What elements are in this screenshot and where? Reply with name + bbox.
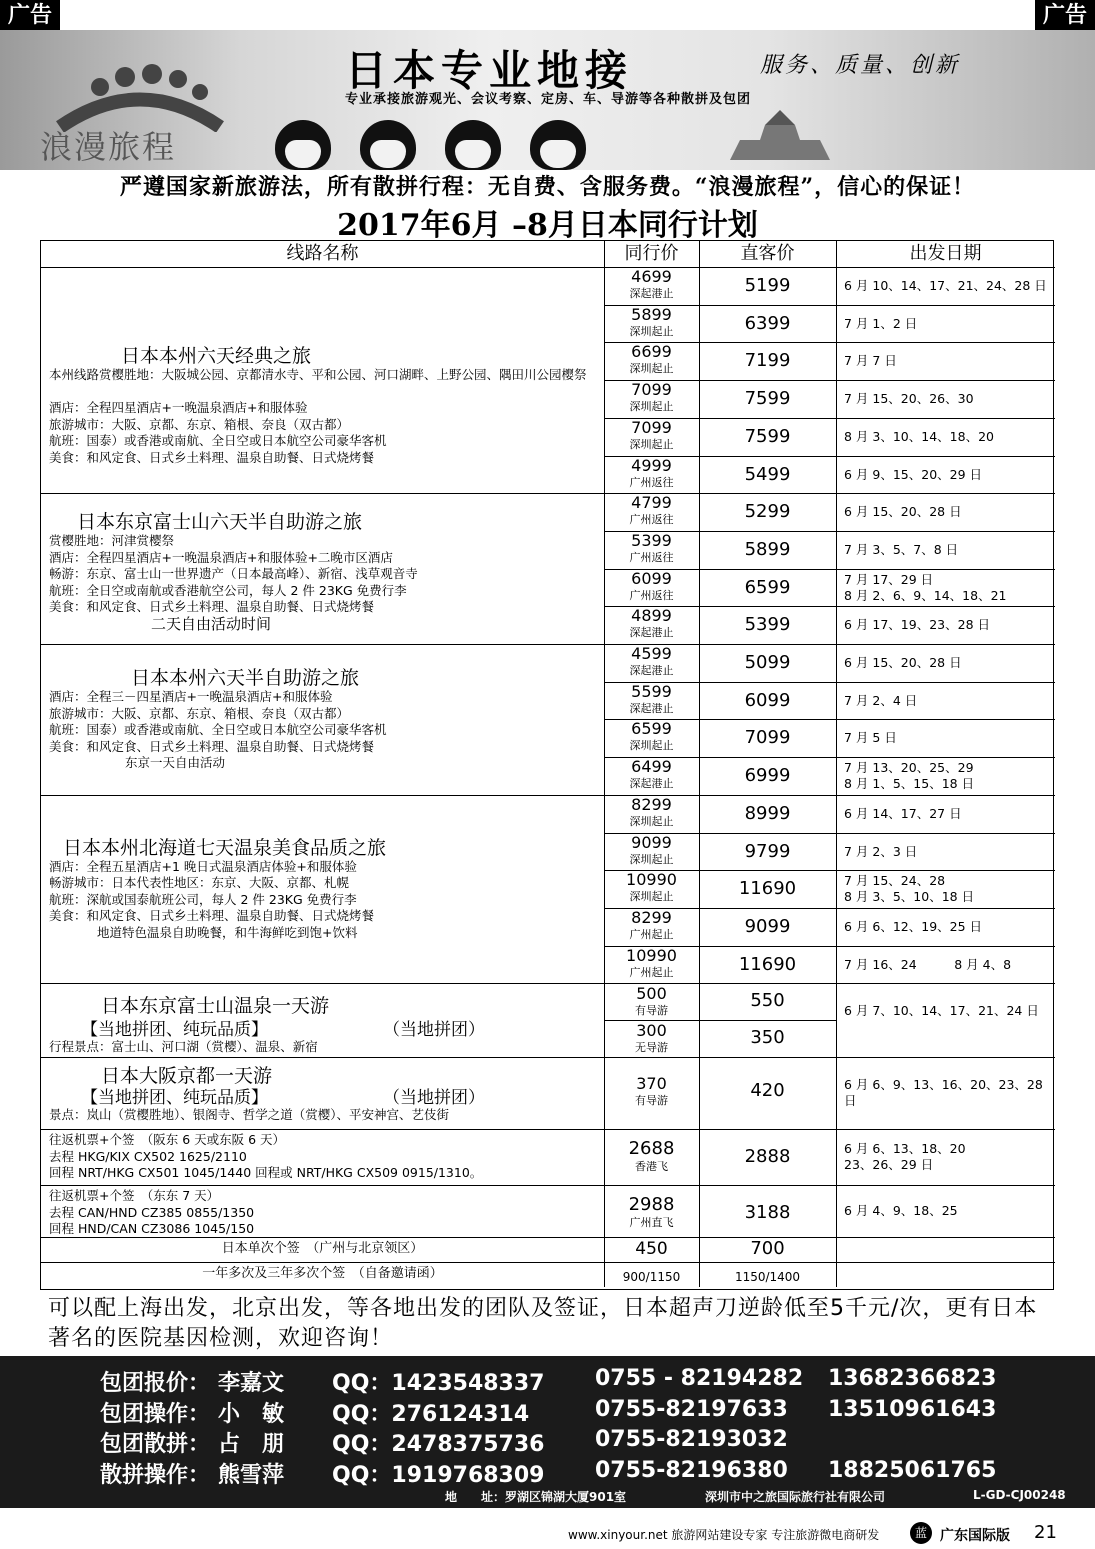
departure-dates: 8 月 1、5、15、18 日 [844, 776, 975, 792]
route-title: 日本本州六天经典之旅 [121, 345, 312, 367]
direct-price: 550 [750, 990, 785, 1012]
route-detail: 航班：国泰）或香港或南航、全日空或日本航空公司豪华客机 [49, 722, 387, 737]
route-detail: 酒店：全程四星酒店+一晚温泉酒店+和服体验 [49, 400, 308, 415]
departure-dates: 7 月 17、29 日 [844, 571, 934, 587]
peer-price: 9099 [631, 832, 672, 852]
departure-dates: 6 月 6、13、18、20 [844, 1141, 966, 1157]
price-note: 有导游 [635, 1004, 668, 1018]
flight-detail: 往返机票+个签 （阪东 6 天或东阪 6 天） [49, 1132, 286, 1148]
itinerary-table [40, 240, 1054, 1290]
doll-face-icon [530, 120, 586, 170]
price-note: 深圳起止 [629, 324, 674, 338]
departure-dates: 6 月 4、9、18、25 [844, 1203, 958, 1219]
row-divider [41, 267, 1055, 268]
route-detail: 赏樱胜地：河津赏樱祭 [49, 533, 175, 549]
direct-price: 3188 [744, 1202, 791, 1224]
departure-dates: 7 月 3、5、7、8 日 [844, 541, 959, 557]
peer-price: 4699 [631, 267, 672, 286]
departure-dates: 8 月 2、6、9、14、18、21 [844, 587, 1007, 603]
departure-dates: 6 月 7、10、14、17、21、24 日 [844, 1003, 1039, 1019]
row-divider [41, 795, 1055, 796]
flight-detail: 去程 CAN/HND CZ385 0855/1350 [49, 1204, 255, 1220]
visa-label: 日本单次个签 （广州与北京领区） [221, 1241, 424, 1257]
price-note: 广州返往 [629, 588, 674, 602]
doll-face-icon [445, 120, 501, 170]
flight-detail: 回程 NRT/HKG CX501 1045/1440 回程或 NRT/HKG CX509 0915/1310。 [49, 1165, 483, 1181]
license-number: L-GD-CJ00248 [973, 1488, 1066, 1502]
contact-mobile: 13510961643 [828, 1396, 997, 1422]
row-divider [41, 1262, 1055, 1263]
price-note: 广州返往 [629, 550, 674, 564]
direct-price: 7599 [744, 425, 791, 447]
departure-dates: 7 月 1、2 日 [844, 315, 918, 331]
column-divider [699, 241, 700, 1287]
price-note: 广州直飞 [629, 1216, 674, 1230]
contact-tel: 0755-82196380 [595, 1457, 788, 1483]
route-title: 日本本州六天半自助游之旅 [131, 667, 360, 689]
route-title: 日本东京富士山温泉一天游 [101, 995, 330, 1018]
banner [0, 30, 1095, 170]
column-divider [604, 241, 605, 1287]
peer-price: 4599 [631, 644, 672, 663]
peer-price: 5899 [631, 304, 672, 324]
direct-price: 2888 [744, 1146, 791, 1168]
price-note: 深圳起止 [629, 814, 674, 828]
departure-dates: 7 月 15、20、26、30 [844, 391, 974, 407]
price-note: 深圳起止 [629, 890, 674, 904]
banner-slogan: 服务、质量、创新 [760, 53, 961, 78]
company-name: 深圳市中之旅国际旅行社有限公司 [705, 1490, 886, 1504]
peer-price: 6499 [631, 757, 672, 777]
route-detail: 旅游城市：大阪、京都、东京、箱根、奈良（双古都） [49, 705, 350, 721]
price-note: 深起港止 [629, 626, 674, 640]
peer-price: 6099 [631, 568, 672, 588]
route-detail: 美食：和风定食、日式乡土料理、温泉自助餐、日式烧烤餐 [49, 908, 375, 924]
price-note: 深圳起止 [629, 739, 674, 753]
route-detail: 美食：和风定食、日式乡土料理、温泉自助餐、日式烧烤餐 [49, 449, 375, 465]
departure-dates: 6 月 9、15、20、29 日 [844, 466, 983, 482]
departure-dates: 6 月 15、20、28 日 [844, 504, 962, 520]
price-note: 深起港止 [629, 777, 674, 791]
route-detail: 航班：全日空或南航或香港航空公司，每人 2 件 23KG 免费行李 [49, 582, 407, 598]
doll-face-icon [360, 120, 416, 170]
departure-dates: 7 月 7 日 [844, 353, 897, 369]
peer-price: 10990 [626, 945, 677, 965]
direct-price: 5299 [744, 501, 791, 523]
price-note: 深起港止 [629, 701, 674, 715]
flight-detail: 往返机票+个签 （东东 7 天） [49, 1188, 220, 1204]
header-peer-price: 同行价 [624, 243, 679, 264]
route-title: 日本大阪京都一天游 [101, 1065, 273, 1088]
contact-role: 散拼操作： [100, 1462, 211, 1488]
direct-price: 11690 [738, 953, 797, 975]
route-detail: 美食：和风定食、日式乡土料理、温泉自助餐、日式烧烤餐 [49, 738, 375, 754]
peer-price: 450 [635, 1239, 668, 1260]
contact-role: 包团报价： [100, 1371, 211, 1396]
ad-tag-right: 广告 [1035, 0, 1095, 32]
guarantee-statement: 严遵国家新旅游法，所有散拼行程：无自费、含服务费。“浪漫旅程”，信心的保证！ [119, 174, 976, 200]
route-tag: 【当地拼团、纯玩品质】 [81, 1020, 268, 1041]
route-detail: 酒店：全程五星酒店+1 晚日式温泉酒店体验+和服体验 [49, 858, 357, 874]
departure-dates: 8 月 3、5、10、18 日 [844, 889, 975, 905]
row-divider [604, 1020, 836, 1021]
direct-price: 5399 [744, 614, 791, 636]
route-tag: 【当地拼团、纯玩品质】 [81, 1088, 268, 1109]
route-detail: 本州线路赏樱胜地：大阪城公园、京都清水寺、平和公园、河口湖畔、上野公园、隅田川公园樱祭 [49, 367, 587, 382]
peer-price: 2688 [628, 1138, 675, 1160]
departure-dates: 7 月 2、3 日 [844, 843, 918, 859]
departure-dates: 8 月 3、10、14、18、20 [844, 428, 994, 444]
departure-dates: 7 月 16、24 8 月 4、8 [844, 956, 1012, 972]
price-note: 广州起止 [629, 965, 674, 979]
direct-price: 420 [750, 1080, 785, 1102]
route-detail: 旅游城市：大阪、京都、东京、箱根、奈良（双古都） [49, 416, 350, 432]
peer-price: 10990 [626, 870, 677, 890]
departure-dates: 6 月 17、19、23、28 日 [844, 617, 990, 633]
peer-price: 7099 [631, 417, 672, 437]
contact-name: 李嘉文 [218, 1371, 285, 1396]
direct-price: 1150/1400 [734, 1270, 801, 1285]
route-detail: 畅游城市：日本代表性地区：东京、大阪、京都、札幌 [49, 875, 350, 891]
departure-dates: 7 月 15、24、28 [844, 873, 946, 889]
header-departure: 出发日期 [909, 243, 982, 264]
contact-qq: QQ：2478375736 [332, 1432, 545, 1457]
route-detail: 地道特色温泉自助晚餐，和牛海鲜吃到饱+饮料 [97, 924, 358, 940]
edition-name: 广东国际版 [940, 1528, 1010, 1544]
castle-icon [720, 100, 840, 160]
price-note: 深起港止 [629, 287, 674, 300]
contact-tel: 0755-82197633 [595, 1396, 788, 1422]
peer-price: 370 [636, 1074, 667, 1094]
peer-price: 4899 [631, 606, 672, 626]
flight-detail: 回程 HND/CAN CZ3086 1045/150 [49, 1221, 255, 1237]
departure-dates: 7 月 2、4 日 [844, 692, 918, 708]
direct-price: 700 [750, 1238, 785, 1260]
contacts-panel [0, 1356, 1095, 1508]
route-detail: 航班：深航或国泰航班公司，每人 2 件 23KG 免费行李 [49, 891, 357, 907]
contact-name: 占 朋 [218, 1432, 285, 1457]
row-divider [41, 644, 1055, 645]
call-to-action: 可以配上海出发，北京出发，等各地出发的团队及签证，日本超声刀逆龄低至5千元/次，更有日本著名的医院基因检测，欢迎咨询！ [48, 1296, 1038, 1351]
row-divider [41, 1129, 1055, 1130]
route-detail: 酒店：全程三－四星酒店+一晚温泉酒店+和服体验 [49, 689, 333, 704]
peer-price: 300 [636, 1021, 667, 1041]
row-divider [41, 1237, 1055, 1238]
peer-price: 6699 [631, 342, 672, 362]
contact-qq: QQ：276124314 [332, 1401, 530, 1427]
contact-tel: 0755 - 82194282 [595, 1366, 804, 1391]
brand-name: 浪漫旅程 [40, 128, 177, 166]
price-note: 深圳起止 [629, 400, 674, 414]
direct-price: 5199 [744, 275, 791, 296]
doll-face-icon [275, 120, 331, 170]
banner-title: 日本专业地接 [345, 46, 634, 95]
price-note: 香港飞 [635, 1160, 668, 1174]
price-note: 深起港止 [629, 664, 674, 677]
contact-role: 包团操作： [100, 1401, 211, 1427]
price-note: 广州起止 [629, 927, 674, 941]
publisher-logo-icon: 蓝 [910, 1522, 932, 1544]
footer [0, 1518, 1095, 1548]
website-line: www.xinyour.net 旅游网站建设专家 专注旅游微电商研发 [568, 1528, 880, 1542]
price-note: 广州返往 [629, 475, 674, 489]
route-detail: 二天自由活动时间 [151, 614, 272, 633]
peer-price: 8299 [631, 907, 672, 927]
direct-price: 9799 [744, 840, 791, 862]
route-detail: 景点：岚山（赏樱胜地）、银阁寺、哲学之道（赏樱）、平安神宫、艺伎街 [49, 1107, 450, 1123]
route-detail: 东京一天自由活动 [125, 755, 226, 770]
column-divider [836, 241, 837, 1287]
contact-name: 熊雪萍 [218, 1462, 285, 1488]
direct-price: 6599 [744, 576, 791, 598]
contact-mobile: 18825061765 [828, 1457, 997, 1483]
departure-dates: 6 月 6、9、13、16、20、23、28 日 [844, 1077, 1043, 1109]
contact-tel: 0755-82193032 [595, 1427, 788, 1452]
contact-name: 小 敏 [218, 1401, 285, 1427]
row-divider [41, 1057, 1055, 1058]
route-tag: （当地拼团） [383, 1088, 485, 1109]
price-note: 有导游 [635, 1094, 668, 1108]
peer-price: 5599 [631, 681, 672, 701]
row-divider [41, 493, 1055, 494]
price-note: 深圳起止 [629, 362, 674, 376]
peer-price: 8299 [631, 794, 672, 814]
route-detail: 酒店：全程四星酒店+一晚温泉酒店+和服体验+二晚市区酒店 [49, 549, 393, 565]
header-route: 线路名称 [286, 243, 359, 264]
peer-price: 500 [636, 984, 667, 1004]
peer-price: 6599 [631, 719, 672, 739]
direct-price: 5899 [744, 538, 791, 560]
route-detail: 畅游：东京、富士山一世界遗产（日本最高峰）、新宿、浅草观音寺 [49, 566, 418, 582]
peer-price: 5399 [631, 530, 672, 550]
direct-price: 350 [750, 1027, 785, 1049]
departure-dates: 7 月 5 日 [844, 730, 897, 746]
plan-title: 2017年6月 –8月日本同行计划 [337, 208, 758, 243]
departure-dates: 6 月 14、17、27 日 [844, 805, 962, 821]
departure-dates: 6 月 10、14、17、21、24、28 日 [844, 278, 1047, 293]
route-title: 日本本州北海道七天温泉美食品质之旅 [63, 836, 387, 859]
footprint-logo-icon [40, 52, 240, 132]
visa-label: 一年多次及三年多次个签 （自备邀请函） [202, 1266, 443, 1282]
direct-price: 8999 [744, 802, 791, 824]
route-detail: 航班：国泰）或香港或南航、全日空或日本航空公司豪华客机 [49, 433, 387, 448]
flight-detail: 去程 HKG/KIX CX502 1625/2110 [49, 1148, 247, 1164]
header-direct-price: 直客价 [740, 243, 795, 264]
price-note: 广州返往 [629, 513, 674, 527]
banner-subtitle: 专业承接旅游观光、会议考察、定房、车、导游等各种散拼及包团 [345, 92, 752, 107]
row-divider [41, 983, 1055, 984]
direct-price: 9099 [744, 915, 791, 937]
contact-qq: QQ：1423548337 [332, 1371, 545, 1396]
direct-price: 6099 [744, 689, 791, 711]
route-title: 日本东京富士山六天半自助游之旅 [77, 511, 363, 534]
direct-price: 7199 [744, 350, 791, 372]
direct-price: 5099 [744, 652, 791, 673]
direct-price: 7099 [744, 727, 791, 749]
direct-price: 11690 [738, 878, 797, 900]
contact-role: 包团散拼： [100, 1432, 211, 1457]
departure-dates: 6 月 6、12、19、25 日 [844, 918, 983, 934]
peer-price: 900/1150 [622, 1270, 681, 1285]
price-note: 无导游 [635, 1041, 668, 1055]
departure-dates: 6 月 15、20、28 日 [844, 655, 962, 670]
departure-dates: 7 月 13、20、25、29 [844, 760, 974, 776]
ad-tag-left: 广告 [0, 0, 60, 32]
address: 地 址：罗湖区锦湖大厦901室 [445, 1490, 627, 1504]
peer-price: 4999 [631, 455, 672, 475]
departure-dates: 23、26、29 日 [844, 1157, 934, 1173]
direct-price: 7599 [744, 388, 791, 410]
row-divider [41, 1185, 1055, 1186]
price-note: 深圳起止 [629, 852, 674, 866]
direct-price: 6999 [744, 765, 791, 787]
peer-price: 2988 [628, 1194, 675, 1216]
peer-price: 7099 [631, 380, 672, 400]
route-detail: 美食：和风定食、日式乡土料理、温泉自助餐、日式烧烤餐 [49, 599, 375, 615]
route-tag: （当地拼团） [383, 1020, 485, 1041]
route-detail: 行程景点：富士山、河口湖（赏樱）、温泉、新宿 [49, 1039, 318, 1055]
page-number: 21 [1034, 1522, 1057, 1543]
contact-mobile: 13682366823 [828, 1366, 997, 1391]
direct-price: 6399 [744, 312, 791, 334]
contact-qq: QQ：1919768309 [332, 1462, 545, 1488]
price-note: 深圳起止 [629, 437, 674, 451]
direct-price: 5499 [744, 463, 791, 485]
peer-price: 4799 [631, 493, 672, 513]
